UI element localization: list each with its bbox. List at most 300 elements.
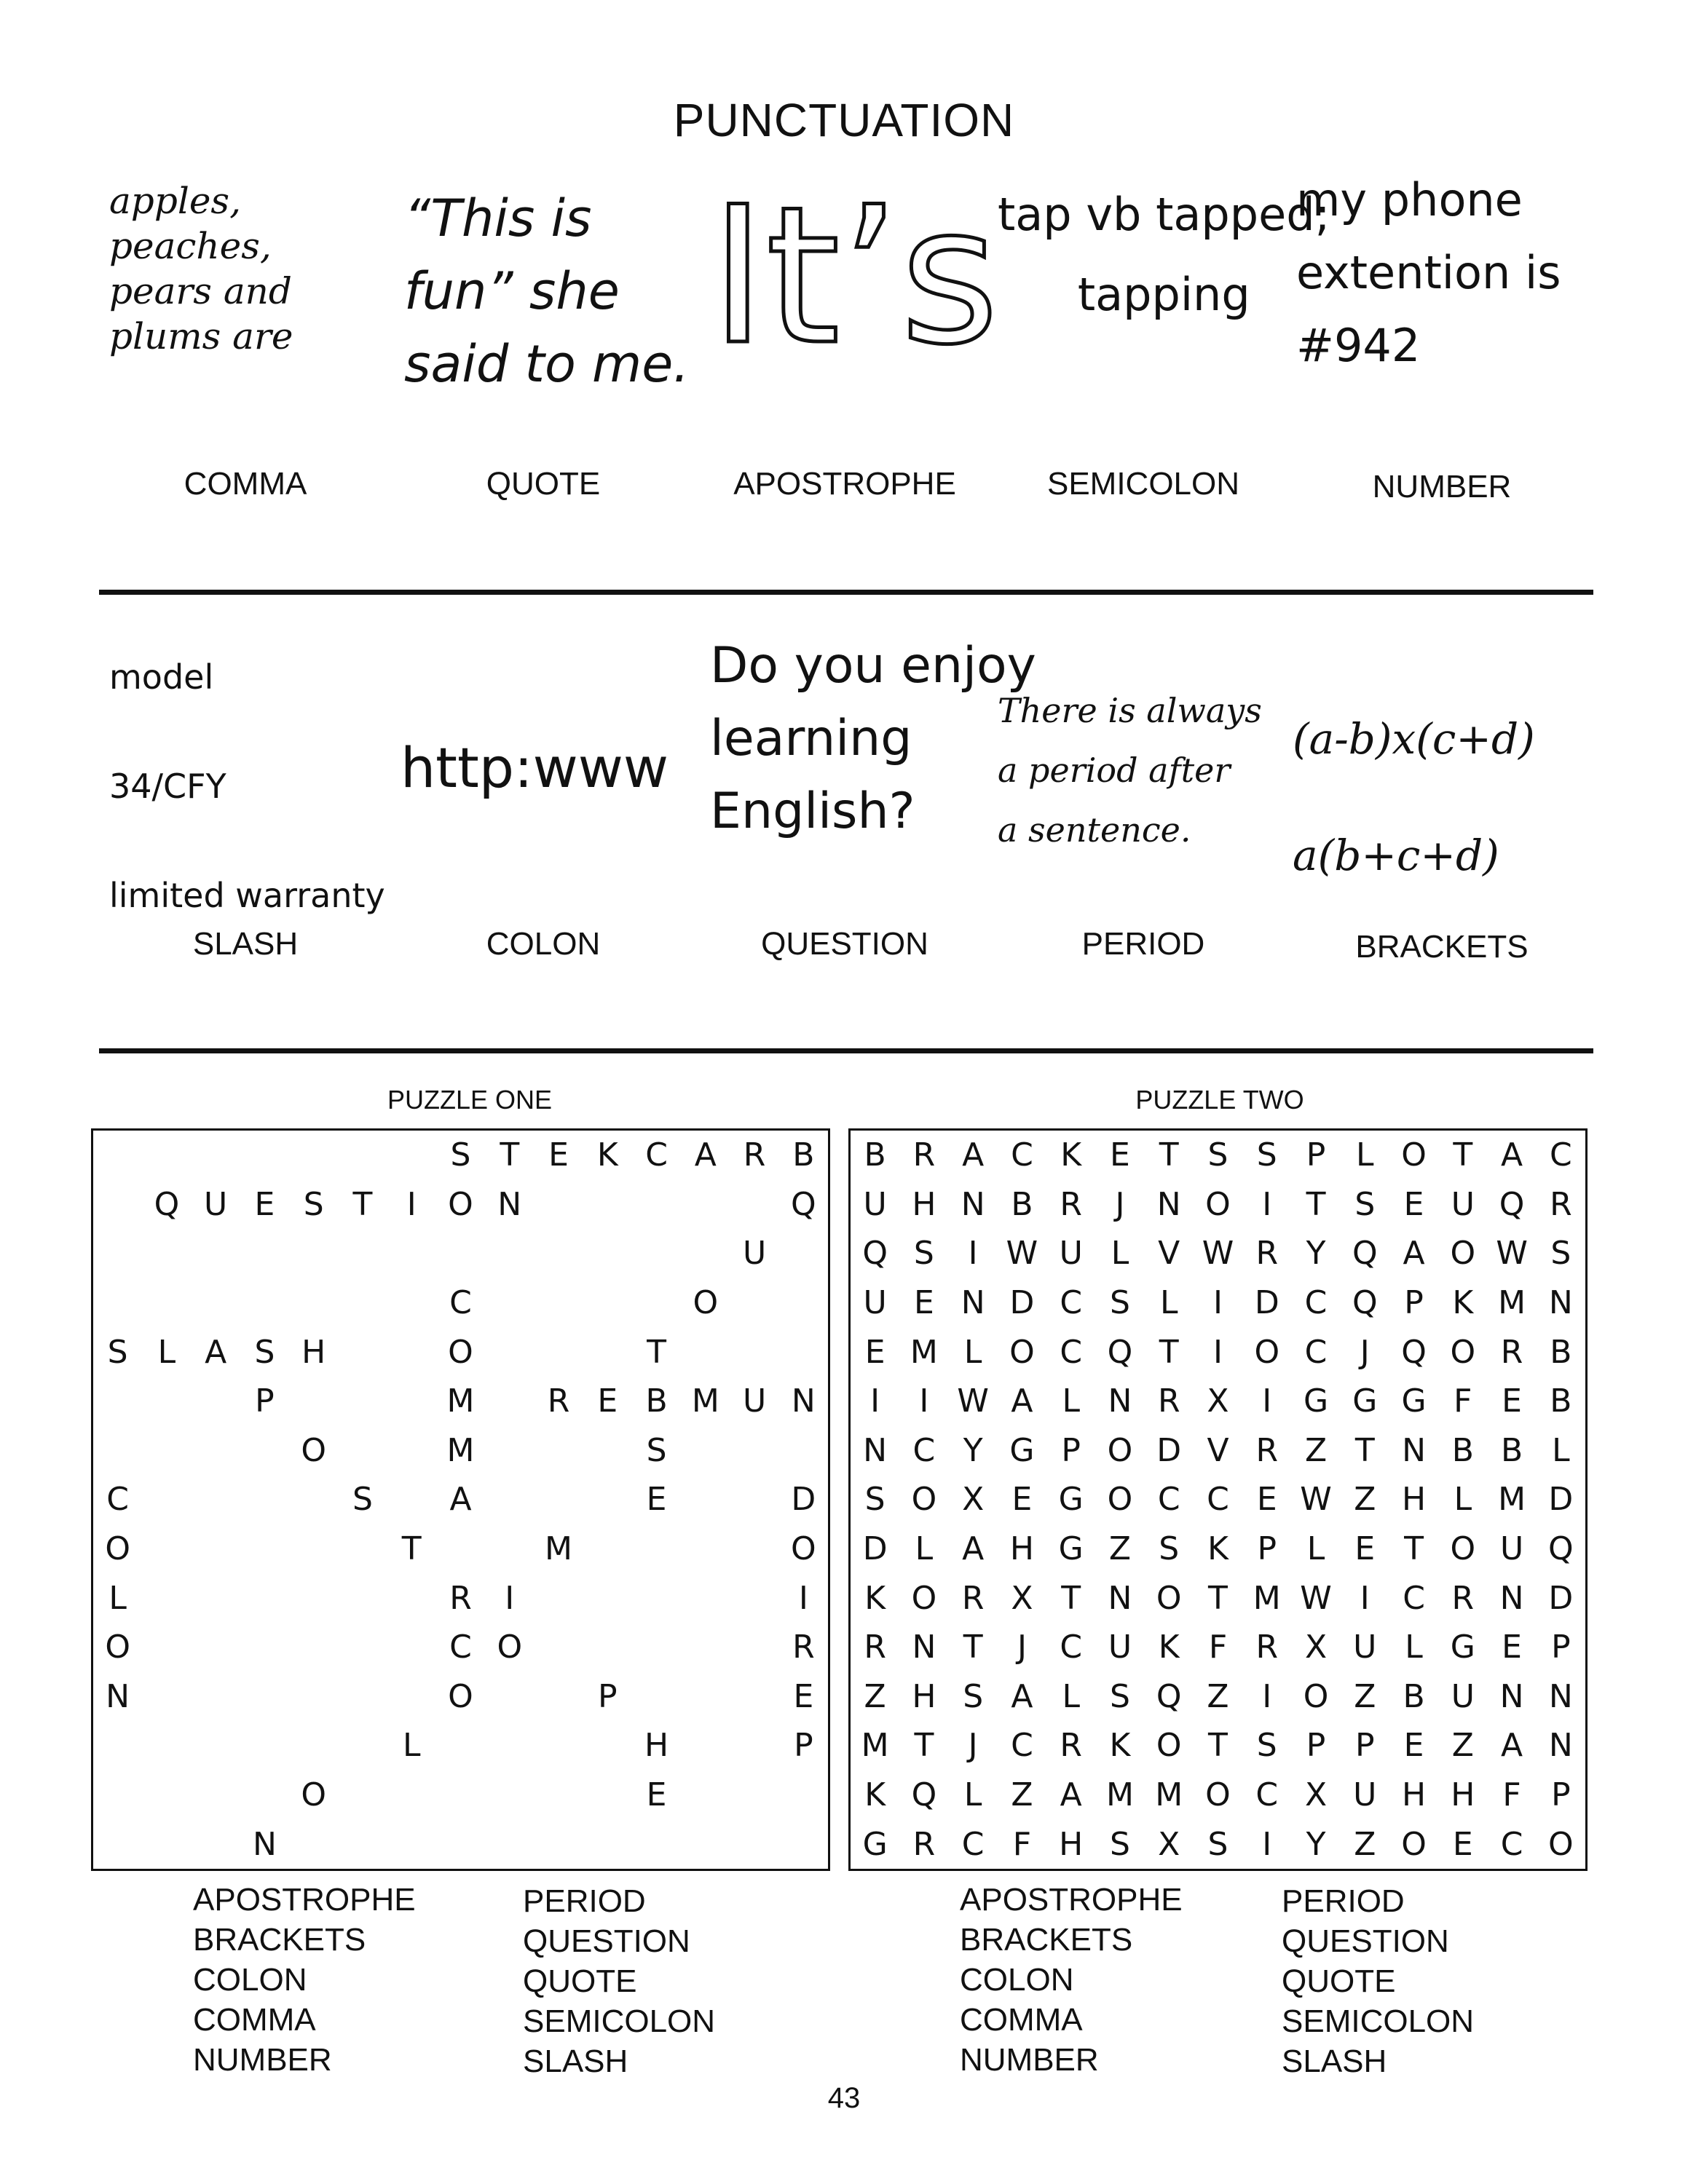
word-item: QUESTION	[523, 1923, 690, 1959]
grid-cell: X	[1011, 1579, 1033, 1617]
grid-cell: D	[862, 1530, 888, 1568]
grid-cell	[681, 1770, 730, 1820]
grid-cell: K	[1109, 1727, 1131, 1765]
grid-cell: O	[1156, 1727, 1182, 1765]
grid-cell: K	[596, 1136, 618, 1174]
grid-cell	[436, 1819, 485, 1869]
grid-cell	[142, 1672, 191, 1722]
grid-cell: Q	[1499, 1185, 1525, 1223]
grid-cell	[240, 1131, 289, 1180]
grid-cell: G	[1401, 1382, 1427, 1420]
grid-cell	[534, 1721, 583, 1770]
grid-cell: S	[1256, 1727, 1277, 1765]
grid-cell: E	[1452, 1825, 1473, 1863]
grid-cell	[681, 1721, 730, 1770]
grid-cell	[192, 1131, 240, 1180]
grid-cell	[338, 1131, 387, 1180]
grid-cell	[779, 1229, 828, 1278]
grid-cell: B	[864, 1136, 886, 1174]
grid-cell	[534, 1278, 583, 1328]
grid-cell: A	[694, 1136, 717, 1174]
grid-cell: A	[1501, 1727, 1523, 1765]
grid-cell: C	[1500, 1825, 1523, 1863]
puzzle-two-grid	[848, 1128, 1588, 1871]
word-item: SEMICOLON	[523, 2003, 716, 2039]
grid-cell: Z	[1354, 1677, 1376, 1715]
grid-cell	[583, 1721, 632, 1770]
grid-cell	[93, 1426, 142, 1476]
quote-sample: “This is fun” she said to me.	[404, 189, 690, 394]
grid-cell: R	[961, 1579, 985, 1617]
grid-cell: C	[1255, 1776, 1279, 1814]
grid-cell	[681, 1524, 730, 1574]
grid-cell	[93, 1770, 142, 1820]
grid-cell: T	[1208, 1727, 1228, 1765]
grid-cell: C	[912, 1431, 936, 1469]
grid-cell: I	[1262, 1825, 1272, 1863]
grid-cell: R	[1255, 1629, 1279, 1666]
grid-cell: N	[106, 1677, 130, 1715]
grid-cell: H	[644, 1727, 669, 1765]
label-period: PERIOD	[1081, 926, 1205, 962]
grid-cell: S	[1207, 1136, 1228, 1174]
grid-cell: E	[1403, 1185, 1424, 1223]
grid-cell: K	[864, 1776, 886, 1814]
word-item: COLON	[960, 1962, 1074, 1998]
grid-cell: G	[862, 1825, 888, 1863]
grid-cell: Q	[1352, 1235, 1378, 1273]
grid-cell: T	[500, 1136, 520, 1174]
grid-cell	[534, 1770, 583, 1820]
grid-cell: B	[645, 1382, 668, 1420]
puzzle-two-letters	[851, 1131, 1585, 1869]
grid-cell: R	[743, 1136, 766, 1174]
word-item: APOSTROPHE	[193, 1882, 416, 1918]
grid-cell: G	[1058, 1481, 1084, 1519]
grid-cell: P	[598, 1677, 618, 1715]
grid-cell: P	[1257, 1530, 1277, 1568]
grid-cell: R	[1157, 1382, 1180, 1420]
brackets-sample: (a-b)x(c+d) a(b+c+d)	[1293, 714, 1535, 880]
grid-cell	[289, 1573, 338, 1623]
grid-cell	[681, 1819, 730, 1869]
grid-cell	[730, 1475, 778, 1524]
grid-cell: P	[794, 1727, 813, 1765]
grid-cell: Q	[862, 1235, 888, 1273]
grid-cell: O	[497, 1629, 523, 1666]
grid-cell	[192, 1377, 240, 1426]
question-sample: Do you enjoy learning English?	[710, 637, 1036, 840]
grid-cell: H	[301, 1333, 326, 1371]
word-item: QUOTE	[523, 1963, 637, 1999]
grid-cell	[338, 1770, 387, 1820]
grid-cell: C	[1403, 1579, 1425, 1617]
grid-cell	[681, 1180, 730, 1230]
grid-cell	[240, 1426, 289, 1476]
grid-cell	[387, 1229, 436, 1278]
grid-cell	[240, 1770, 289, 1820]
grid-cell: T	[1061, 1579, 1081, 1617]
grid-cell	[436, 1721, 485, 1770]
grid-cell	[192, 1770, 240, 1820]
grid-cell	[681, 1573, 730, 1623]
grid-cell: C	[1060, 1284, 1083, 1322]
label-number: NUMBER	[1372, 469, 1512, 505]
grid-cell: U	[1059, 1235, 1083, 1273]
grid-cell: A	[205, 1333, 227, 1371]
grid-cell	[387, 1573, 436, 1623]
grid-cell	[93, 1819, 142, 1869]
grid-cell: M	[910, 1333, 938, 1371]
grid-cell: B	[1011, 1185, 1033, 1223]
grid-cell	[338, 1229, 387, 1278]
grid-cell	[779, 1426, 828, 1476]
grid-cell: E	[646, 1481, 667, 1519]
word-item: NUMBER	[193, 2042, 332, 2078]
grid-cell	[142, 1524, 191, 1574]
grid-cell: N	[912, 1629, 936, 1666]
word-item: PERIOD	[523, 1883, 646, 1919]
grid-cell	[779, 1770, 828, 1820]
grid-cell: U	[1451, 1185, 1475, 1223]
grid-cell	[240, 1229, 289, 1278]
grid-cell: O	[301, 1431, 327, 1469]
slash-sample: model 34/CFY limited warranty	[109, 657, 385, 915]
grid-cell: S	[963, 1677, 984, 1715]
grid-cell: M	[1105, 1776, 1134, 1814]
grid-cell	[534, 1229, 583, 1278]
grid-cell: R	[1500, 1333, 1523, 1371]
grid-cell: U	[863, 1284, 887, 1322]
grid-cell: S	[646, 1431, 667, 1469]
grid-cell: B	[1550, 1382, 1572, 1420]
grid-cell	[632, 1229, 681, 1278]
grid-cell: G	[1450, 1629, 1475, 1666]
grid-cell: G	[1009, 1431, 1035, 1469]
grid-cell	[387, 1672, 436, 1722]
grid-cell: E	[646, 1776, 667, 1814]
grid-cell	[289, 1131, 338, 1180]
grid-cell: T	[1159, 1333, 1179, 1371]
grid-cell: U	[1353, 1776, 1377, 1814]
grid-cell: C	[1304, 1284, 1328, 1322]
grid-cell: I	[1262, 1185, 1272, 1223]
grid-cell: E	[793, 1677, 814, 1715]
grid-cell: O	[1107, 1481, 1133, 1519]
grid-cell	[93, 1377, 142, 1426]
grid-cell: O	[1107, 1431, 1133, 1469]
grid-cell: X	[1304, 1776, 1328, 1814]
grid-cell: U	[204, 1185, 228, 1223]
grid-cell: O	[1450, 1333, 1476, 1371]
puzzle-two-title: PUZZLE TWO	[1135, 1085, 1304, 1115]
grid-cell: R	[912, 1825, 936, 1863]
label-brackets: BRACKETS	[1355, 929, 1529, 965]
grid-cell: G	[1352, 1382, 1378, 1420]
grid-cell: E	[1403, 1727, 1424, 1765]
grid-cell: Q	[1352, 1284, 1378, 1322]
grid-cell	[387, 1278, 436, 1328]
grid-cell: O	[1548, 1825, 1574, 1863]
grid-cell	[192, 1573, 240, 1623]
grid-cell: Z	[1354, 1825, 1376, 1863]
grid-cell	[338, 1721, 387, 1770]
grid-cell: R	[912, 1136, 936, 1174]
grid-cell: Z	[1304, 1431, 1328, 1469]
grid-cell	[240, 1721, 289, 1770]
grid-cell: S	[1109, 1284, 1130, 1322]
grid-cell	[730, 1573, 778, 1623]
semicolon-sample: tap vb tapped; tapping	[998, 188, 1330, 321]
word-item: BRACKETS	[960, 1922, 1133, 1958]
grid-cell: Z	[1011, 1776, 1033, 1814]
grid-cell: A	[962, 1530, 985, 1568]
grid-cell: I	[1213, 1333, 1223, 1371]
grid-cell: O	[105, 1530, 130, 1568]
grid-cell: L	[157, 1333, 176, 1371]
grid-cell: S	[913, 1235, 934, 1273]
grid-cell	[632, 1819, 681, 1869]
grid-cell: R	[547, 1382, 570, 1420]
grid-cell: R	[1060, 1727, 1082, 1765]
grid-cell	[681, 1327, 730, 1377]
grid-cell: C	[106, 1481, 129, 1519]
grid-cell	[485, 1327, 534, 1377]
grid-cell: N	[961, 1284, 985, 1322]
grid-cell	[681, 1229, 730, 1278]
grid-cell	[142, 1623, 191, 1672]
grid-cell: N	[1156, 1185, 1181, 1223]
grid-cell: S	[352, 1481, 373, 1519]
grid-cell: H	[1059, 1825, 1084, 1863]
grid-cell	[681, 1623, 730, 1672]
grid-cell	[534, 1672, 583, 1722]
grid-cell	[534, 1819, 583, 1869]
grid-cell	[632, 1180, 681, 1230]
grid-cell: D	[1548, 1481, 1574, 1519]
grid-cell: U	[1499, 1530, 1524, 1568]
grid-cell	[289, 1524, 338, 1574]
grid-cell	[240, 1672, 289, 1722]
grid-cell	[338, 1573, 387, 1623]
grid-cell: R	[1060, 1185, 1082, 1223]
grid-cell	[436, 1770, 485, 1820]
grid-cell: C	[1207, 1481, 1229, 1519]
grid-cell: T	[1404, 1530, 1424, 1568]
grid-cell	[142, 1377, 191, 1426]
grid-cell	[192, 1426, 240, 1476]
grid-cell: O	[1450, 1235, 1476, 1273]
grid-cell: A	[1501, 1136, 1523, 1174]
grid-cell	[632, 1524, 681, 1574]
grid-cell	[485, 1377, 534, 1426]
grid-cell: L	[1111, 1235, 1129, 1273]
grid-cell	[289, 1377, 338, 1426]
grid-cell	[534, 1475, 583, 1524]
grid-cell: Y	[963, 1431, 983, 1469]
grid-cell: U	[1108, 1629, 1132, 1666]
grid-cell: Q	[1156, 1677, 1182, 1715]
grid-cell	[583, 1623, 632, 1672]
grid-cell	[583, 1180, 632, 1230]
grid-cell	[93, 1278, 142, 1328]
grid-cell: K	[1060, 1136, 1082, 1174]
grid-cell	[142, 1131, 191, 1180]
grid-cell: G	[1058, 1530, 1084, 1568]
grid-cell	[289, 1623, 338, 1672]
grid-cell: M	[1155, 1776, 1183, 1814]
grid-cell: T	[914, 1727, 934, 1765]
grid-cell: O	[911, 1481, 937, 1519]
grid-cell: N	[1402, 1431, 1427, 1469]
grid-cell: S	[303, 1185, 324, 1223]
grid-cell	[730, 1278, 778, 1328]
grid-cell	[93, 1229, 142, 1278]
grid-cell	[289, 1672, 338, 1722]
grid-cell: Q	[1107, 1333, 1133, 1371]
grid-cell: P	[1551, 1629, 1571, 1666]
grid-cell: W	[1202, 1235, 1234, 1273]
grid-cell: N	[791, 1382, 816, 1420]
grid-cell	[730, 1180, 778, 1230]
grid-cell	[583, 1819, 632, 1869]
grid-cell	[192, 1819, 240, 1869]
grid-cell: F	[1502, 1776, 1521, 1814]
grid-cell: L	[1062, 1677, 1080, 1715]
grid-cell: V	[1207, 1431, 1229, 1469]
grid-cell: E	[1256, 1481, 1277, 1519]
grid-cell	[142, 1721, 191, 1770]
grid-cell: O	[1303, 1677, 1329, 1715]
grid-cell: L	[1356, 1136, 1374, 1174]
grid-cell: C	[1549, 1136, 1572, 1174]
grid-cell: A	[1011, 1382, 1033, 1420]
grid-cell: D	[791, 1481, 816, 1519]
grid-cell: D	[1254, 1284, 1279, 1322]
grid-cell: N	[1548, 1677, 1573, 1715]
grid-cell: O	[1254, 1333, 1280, 1371]
grid-cell	[534, 1180, 583, 1230]
grid-cell: M	[861, 1727, 889, 1765]
grid-cell	[240, 1524, 289, 1574]
grid-cell	[485, 1229, 534, 1278]
grid-cell: Z	[864, 1677, 886, 1715]
grid-cell: C	[1011, 1727, 1033, 1765]
grid-cell: R	[1451, 1579, 1475, 1617]
grid-cell: P	[1306, 1727, 1326, 1765]
grid-cell: I	[505, 1579, 515, 1617]
grid-cell: K	[1158, 1629, 1180, 1666]
grid-cell	[192, 1672, 240, 1722]
grid-cell: X	[962, 1481, 985, 1519]
grid-cell: O	[448, 1185, 473, 1223]
grid-cell: T	[647, 1333, 666, 1371]
grid-cell	[779, 1327, 828, 1377]
grid-cell	[338, 1623, 387, 1672]
grid-cell	[779, 1819, 828, 1869]
grid-cell: C	[961, 1825, 985, 1863]
grid-cell: E	[913, 1284, 934, 1322]
grid-cell	[583, 1770, 632, 1820]
grid-cell: Q	[911, 1776, 937, 1814]
grid-cell: O	[1156, 1579, 1182, 1617]
grid-cell: T	[1159, 1136, 1179, 1174]
grid-cell	[730, 1819, 778, 1869]
grid-cell: E	[1502, 1382, 1522, 1420]
page-title: PUNCTUATION	[673, 94, 1015, 146]
grid-cell: M	[691, 1382, 719, 1420]
puzzle-one-title: PUZZLE ONE	[387, 1085, 553, 1115]
word-item: BRACKETS	[193, 1922, 366, 1958]
word-item: SEMICOLON	[1282, 2003, 1475, 2039]
grid-cell: A	[1011, 1677, 1033, 1715]
grid-cell: R	[449, 1579, 472, 1617]
grid-cell: I	[1213, 1284, 1223, 1322]
grid-cell	[534, 1327, 583, 1377]
grid-cell	[730, 1623, 778, 1672]
grid-cell	[338, 1524, 387, 1574]
grid-cell: X	[1158, 1825, 1180, 1863]
grid-cell: A	[1403, 1235, 1425, 1273]
grid-cell: C	[1011, 1136, 1033, 1174]
puzzle-one-grid	[91, 1128, 830, 1871]
grid-cell: P	[1061, 1431, 1081, 1469]
grid-cell	[436, 1229, 485, 1278]
grid-cell: W	[1300, 1481, 1332, 1519]
grid-cell: L	[1306, 1530, 1325, 1568]
grid-cell: O	[448, 1677, 473, 1715]
grid-cell: O	[1205, 1776, 1231, 1814]
grid-cell: Q	[1401, 1333, 1427, 1371]
grid-cell: S	[1256, 1136, 1277, 1174]
grid-cell	[485, 1475, 534, 1524]
grid-cell: L	[109, 1579, 127, 1617]
grid-cell	[632, 1278, 681, 1328]
grid-cell: L	[1062, 1382, 1080, 1420]
grid-cell: D	[1009, 1284, 1035, 1322]
grid-cell: A	[962, 1136, 985, 1174]
grid-cell: F	[1454, 1382, 1472, 1420]
grid-cell: C	[645, 1136, 668, 1174]
grid-cell	[583, 1524, 632, 1574]
grid-cell: C	[1060, 1629, 1083, 1666]
grid-cell: E	[1110, 1136, 1130, 1174]
grid-cell	[583, 1278, 632, 1328]
grid-cell	[632, 1672, 681, 1722]
grid-cell: E	[254, 1185, 275, 1223]
grid-cell	[338, 1819, 387, 1869]
grid-cell: W	[1300, 1579, 1332, 1617]
grid-cell	[485, 1819, 534, 1869]
grid-cell	[289, 1819, 338, 1869]
grid-cell	[142, 1475, 191, 1524]
grid-cell	[142, 1770, 191, 1820]
grid-cell	[289, 1229, 338, 1278]
grid-cell	[436, 1524, 485, 1574]
grid-cell: Z	[1354, 1481, 1376, 1519]
grid-cell: F	[1012, 1825, 1032, 1863]
grid-cell	[681, 1426, 730, 1476]
grid-cell: C	[1157, 1481, 1180, 1519]
grid-cell: L	[1552, 1431, 1570, 1469]
grid-cell: F	[1208, 1629, 1228, 1666]
grid-cell: J	[1115, 1185, 1125, 1223]
grid-cell: E	[548, 1136, 569, 1174]
comma-sample: apples, peaches, pears and plums are	[109, 180, 293, 357]
grid-cell	[730, 1524, 778, 1574]
grid-cell: L	[915, 1530, 934, 1568]
grid-cell: U	[1451, 1677, 1475, 1715]
